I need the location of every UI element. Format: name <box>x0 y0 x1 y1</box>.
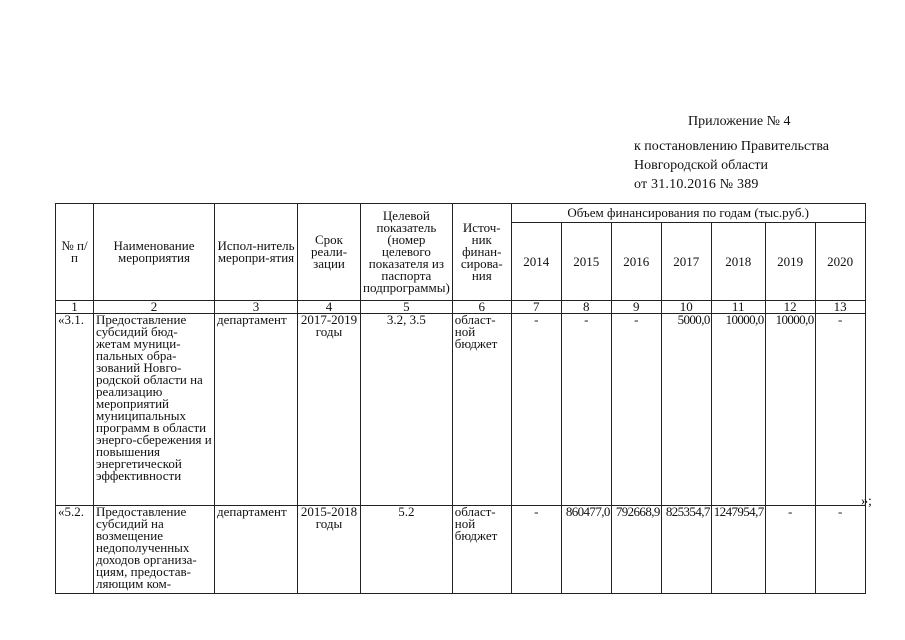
header-row-1 <box>56 204 866 223</box>
header-name: Наименование мероприятия <box>94 204 215 301</box>
table-row <box>56 506 866 594</box>
row-num: «3.1. <box>56 314 94 506</box>
row-value: - <box>511 506 561 594</box>
row-executor: департамент <box>215 314 298 506</box>
table-row <box>56 314 866 506</box>
row-value: - <box>561 314 611 506</box>
column-number: 12 <box>765 301 815 314</box>
header-year: 2016 <box>611 223 661 301</box>
header-year: 2015 <box>561 223 611 301</box>
row-value: 792668,9 <box>611 506 661 594</box>
column-number: 10 <box>661 301 711 314</box>
row-term: 2015-2018 годы <box>298 506 361 594</box>
header-funding: Объем финансирования по годам (тыс.руб.) <box>511 204 865 223</box>
header-term: Срок реали-зации <box>298 204 361 301</box>
column-number: 7 <box>511 301 561 314</box>
row-num: «5.2. <box>56 506 94 594</box>
closing-quote-mark: »; <box>861 494 872 509</box>
column-number-row <box>56 301 866 314</box>
row-name: Предоставление субсидий бюд-жетам муници-пальных обра-зований Новго-родской области на реализацию мероприятий муниципальных программ в области энерго-сбережения и повышения энергетической эффективности <box>94 314 215 506</box>
column-number: 5 <box>361 301 453 314</box>
row-source: област-ной бюджет <box>452 314 511 506</box>
row-name: Предоставление субсидий на возмещение недополученных доходов организа-циям, предостав-ляющим ком- <box>94 506 215 594</box>
column-number: 9 <box>611 301 661 314</box>
header-year: 2019 <box>765 223 815 301</box>
row-value: 860477,0 <box>561 506 611 594</box>
row-value: - <box>511 314 561 506</box>
header-num: № п/п <box>56 204 94 301</box>
column-number: 11 <box>711 301 765 314</box>
row-value: 5000,0 <box>661 314 711 506</box>
header-source: Источ-ник финан-сирова-ния <box>452 204 511 301</box>
header-executor: Испол-нитель меропри-ятия <box>215 204 298 301</box>
row-value: 10000,0 <box>711 314 765 506</box>
appendix-block <box>634 112 829 194</box>
column-number: 3 <box>215 301 298 314</box>
funding-table <box>55 203 866 594</box>
header-year: 2018 <box>711 223 765 301</box>
appendix-line-1: к постановлению Правительства <box>634 139 830 154</box>
header-year: 2014 <box>511 223 561 301</box>
header-target: Целевой показатель (номер целевого показателя из паспорта подпрограммы) <box>361 204 453 301</box>
column-number: 4 <box>298 301 361 314</box>
header-year: 2020 <box>815 223 865 301</box>
row-source: област-ной бюджет <box>452 506 511 594</box>
column-number: 13 <box>815 301 865 314</box>
appendix-title: Приложение № 4 <box>688 114 791 129</box>
row-value: - <box>611 314 661 506</box>
row-target: 3.2, 3.5 <box>361 314 453 506</box>
row-value: - <box>765 506 815 594</box>
header-year: 2017 <box>661 223 711 301</box>
row-value: 10000,0 <box>765 314 815 506</box>
column-number: 8 <box>561 301 611 314</box>
column-number: 2 <box>94 301 215 314</box>
row-value: - <box>815 506 865 594</box>
row-term: 2017-2019 годы <box>298 314 361 506</box>
row-value: 825354,7 <box>661 506 711 594</box>
row-target: 5.2 <box>361 506 453 594</box>
row-value: - <box>815 314 865 506</box>
row-executor: департамент <box>215 506 298 594</box>
appendix-line-2: Новгородской области <box>634 158 768 173</box>
column-number: 1 <box>56 301 94 314</box>
column-number: 6 <box>452 301 511 314</box>
row-value: 1247954,7 <box>711 506 765 594</box>
appendix-date: от 31.10.2016 № 389 <box>634 177 759 192</box>
